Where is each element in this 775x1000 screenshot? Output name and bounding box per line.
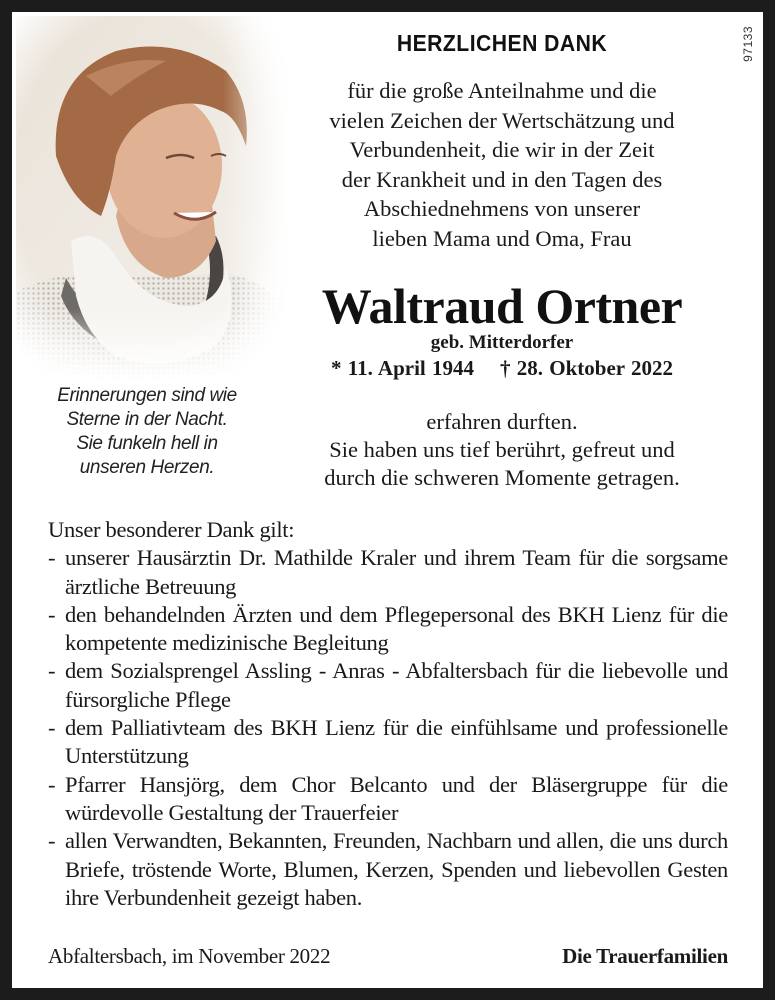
dash-bullet: - <box>48 715 56 741</box>
memorial-quote <box>32 384 262 480</box>
thanks-lead: Unser besonderer Dank gilt: <box>48 517 295 542</box>
obituary-card <box>12 12 763 988</box>
dash-bullet: - <box>48 545 56 571</box>
birth-date: * 11. April 1944 <box>331 356 475 380</box>
list-item: - dem Palliativteam des BKH Lienz für die einfühlsame und professionelle Unterstützung <box>48 715 728 769</box>
intro-line: Abschiednehmens von unserer <box>363 196 641 221</box>
closing-line: durch die schweren Momente getragen. <box>324 465 680 490</box>
deceased-name: Waltraud Ortner <box>321 278 683 334</box>
intro-line: Verbundenheit, die wir in der Zeit <box>349 137 655 162</box>
list-item: - Pfarrer Hansjörg, dem Chor Belcanto und der Bläsergruppe für die würdevolle Gestaltung der Trauerfeier <box>48 771 728 825</box>
dash-bullet: - <box>48 828 56 854</box>
footer <box>48 942 728 970</box>
list-item: - allen Verwandten, Bekannten, Freunden, Nachbarn und allen, die uns durch Briefe, tröstende Worte, Blumen, Kerzen, Spenden und liebevollen Gesten ihre Verbundenheit gezeigt haben. <box>48 828 728 910</box>
special-thanks <box>48 516 728 912</box>
quote-line: unseren Herzen. <box>79 457 215 478</box>
reference-code: 97133 <box>741 26 755 62</box>
quote-line: Sterne in der Nacht. <box>66 409 228 430</box>
list-item: - unserer Hausärztin Dr. Mathilde Kraler und ihrem Team für die sorgsame ärztliche Betreuung <box>48 545 728 599</box>
intro-line: lieben Mama und Oma, Frau <box>372 225 632 251</box>
dash-bullet: - <box>48 601 56 627</box>
list-item: - den behandelnden Ärzten und dem Pflegepersonal des BKH Lienz für die kompetente medizinische Begleitung <box>48 601 728 656</box>
closing-line: erfahren durften. <box>426 409 578 434</box>
portrait-photo <box>16 16 292 381</box>
life-dates <box>282 355 722 381</box>
dash-bullet: - <box>48 658 56 684</box>
thanks-list <box>48 544 728 912</box>
closing-line: Sie haben uns tief berührt, gefreut und <box>329 437 675 462</box>
death-date: † 28. Oktober 2022 <box>500 356 673 380</box>
maiden-name: geb. Mitterdorfer <box>430 332 574 353</box>
quote-line: Erinnerungen sind wie <box>57 385 237 406</box>
intro-line: vielen Zeichen der Wertschätzung und <box>329 107 675 133</box>
intro-text <box>282 76 722 253</box>
intro-line: für die große Anteilnahme und die <box>347 78 657 103</box>
list-item: - dem Sozialsprengel Assling - Anras - Abfaltersbach für die liebevolle und fürsorgliche Pflege <box>48 658 728 712</box>
signature: Die Trauerfamilien <box>562 944 728 968</box>
page-title: HERZLICHEN DANK <box>396 30 608 56</box>
place-and-date: Abfaltersbach, im November 2022 <box>48 944 331 968</box>
intro-line: der Krankheit und in den Tagen des <box>341 166 663 192</box>
dash-bullet: - <box>48 771 56 797</box>
portrait-image <box>16 16 292 381</box>
quote-line: Sie funkeln hell in <box>76 433 218 454</box>
closing-text <box>282 408 722 492</box>
